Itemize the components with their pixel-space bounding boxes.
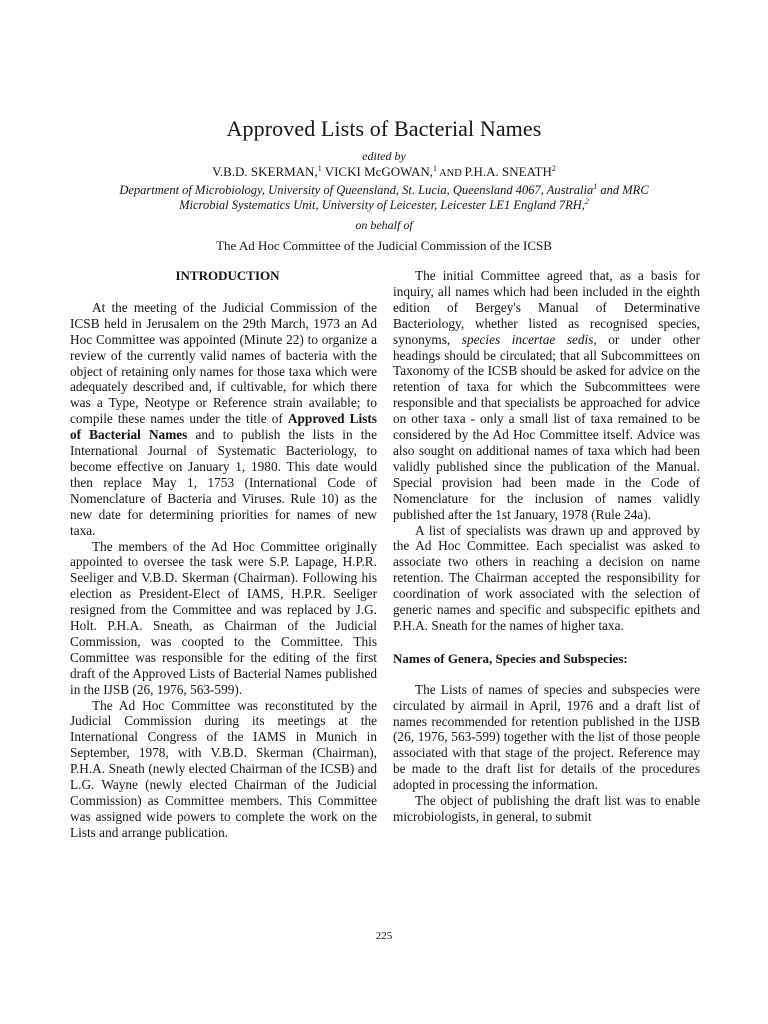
author-skerman-affiliation-mark: 1 (317, 164, 322, 173)
right-paragraph-1-text-b: or under other headings should be circulated; that all Subcommittees on Taxonomy of the ICSB should be asked for advice on the retention of taxa for which the Subcommittees were responsible and that specialists be approached for advice on other taxa - only a small list of taxa remained to be considered by the Ad Hoc Committee itself. Advice was also sought on additional names of taxa which had been validly published since the publication of the Manual. Special provision had been made in the Code of Nomenclature for the inclusion of names validly published after the 1st January, 1978 (Rule 24a). (393, 331, 700, 522)
article-title: Approved Lists of Bacterial Names (226, 116, 542, 141)
edited-by-label: edited by (362, 149, 406, 163)
author-line (0, 164, 768, 180)
right-paragraph-1-text-a: The initial Committee agreed that, as a basis for inquiry, all names which had been included in the eighth edition of Bergey's Manual of Determinative Bacteriology, whether listed as recognised species, synonyms, (393, 268, 700, 347)
intro-paragraph-3: The Ad Hoc Committee was reconstituted by the Judicial Commission during its meetings at the International Congress of the IAMS in Munich in September, 1978, with V.B.D. Skerman (Chairman), P.H.A. Sneath (newly elected Chairman of the ICSB) and L.G. Wayne (newly elected Chairman of the Judicial Commission) as Committee members. This Committee was assigned wide powers to complete the work on the Lists and arrange publication. (70, 697, 377, 840)
page-number: 225 (375, 930, 393, 942)
right-paragraph-1-italic: species incertae sedis, (461, 331, 597, 347)
author-sneath: P.H.A. SNEATH (464, 164, 552, 179)
introduction-heading: INTRODUCTION (175, 268, 280, 283)
affiliation-leicester-mark: 2 (584, 197, 589, 206)
right-paragraph-3: The Lists of names of species and subspecies were circulated by airmail in April, 1976 and a draft list of names recommended for retention published in the IJSB (26, 1976, 563-599) together with the list of those people associated with that stage of the project. Reference may be made to the draft list for details of the procedures adopted in processing the information. (393, 681, 700, 793)
author-skerman: V.B.D. SKERMAN, (212, 164, 318, 179)
affiliation-line-1 (0, 183, 768, 198)
intro-paragraph-1 (70, 300, 377, 539)
right-paragraph-2: A list of specialists was drawn up and approved by the Ad Hoc Committee. Each specialist was asked to associate two others in reaching a decision on name retention. The Chairman accepted the responsibility for coordination of work associated with the selection of generic names and specific and subspecific epithets and P.H.A. Sneath for the names of higher taxa. (393, 522, 700, 633)
right-paragraph-4: The object of publishing the draft list was to enable microbiologists, in general, to submit (393, 793, 700, 824)
names-section-heading: Names of Genera, Species and Subspecies: (393, 650, 628, 666)
author-mcgowan-affiliation-mark: 1 (433, 164, 438, 173)
intro-paragraph-1-bold: Approved Lists of Bacterial Names (70, 411, 377, 443)
author-and-word: AND (437, 168, 465, 179)
right-paragraph-1 (393, 268, 700, 523)
affiliation-line-2 (0, 198, 768, 213)
affiliation-leicester: Microbial Systematics Unit, University of Leicester, Leicester LE1 England 7RH, (179, 198, 585, 212)
intro-paragraph-1-text-a: At the meeting of the Judicial Commission of the ICSB held in Jerusalem on the 29th March, 1973 an Ad Hoc Committee was appointed (Minute 22) to organize a review of the currently valid names of bacteria with the object of retaining only names for those taxa which were adequately described and, if cultivable, for which there was a Type, Neotype or Reference strain available; to compile these names under the title of (70, 299, 377, 427)
right-column (393, 268, 700, 825)
author-mcgowan: VICKI McGOWAN, (321, 164, 434, 179)
author-sneath-affiliation-mark: 2 (551, 164, 556, 173)
intro-paragraph-1-text-b: and to publish the lists in the International Journal of Systematic Bacteriology, to become effective on January 1, 1980. This date would then replace May 1, 1753 (International Code of Nomenclature of Bacteria and Viruses. Rule 10) as the new date for determining priorities for names of new taxa. (70, 427, 377, 538)
committee-name: The Ad Hoc Committee of the Judicial Commission of the ICSB (216, 238, 552, 253)
affiliation-queensland-mark: 1 (593, 182, 598, 191)
left-column (70, 268, 377, 841)
on-behalf-of-label: on behalf of (355, 218, 413, 232)
affiliation-line-1-tail: and MRC (597, 183, 649, 197)
intro-paragraph-2: The members of the Ad Hoc Committee originally appointed to oversee the task were S.P. Lapage, H.P.R. Seeliger and V.B.D. Skerman (Chairman). Following his election as President-Elect of IAMS, H.P.R. Seeliger resigned from the Committee and was replaced by J.G. Holt. P.H.A. Sneath, as Chairman of the Judicial Commission, was coopted to the Committee. This Committee was responsible for the editing of the first draft of the Approved Lists of Bacterial Names published in the IJSB (26, 1976, 563-599). (70, 538, 377, 697)
affiliation-queensland: Department of Microbiology, University of Queensland, St. Lucia, Queensland 4067, Australia (119, 183, 594, 197)
